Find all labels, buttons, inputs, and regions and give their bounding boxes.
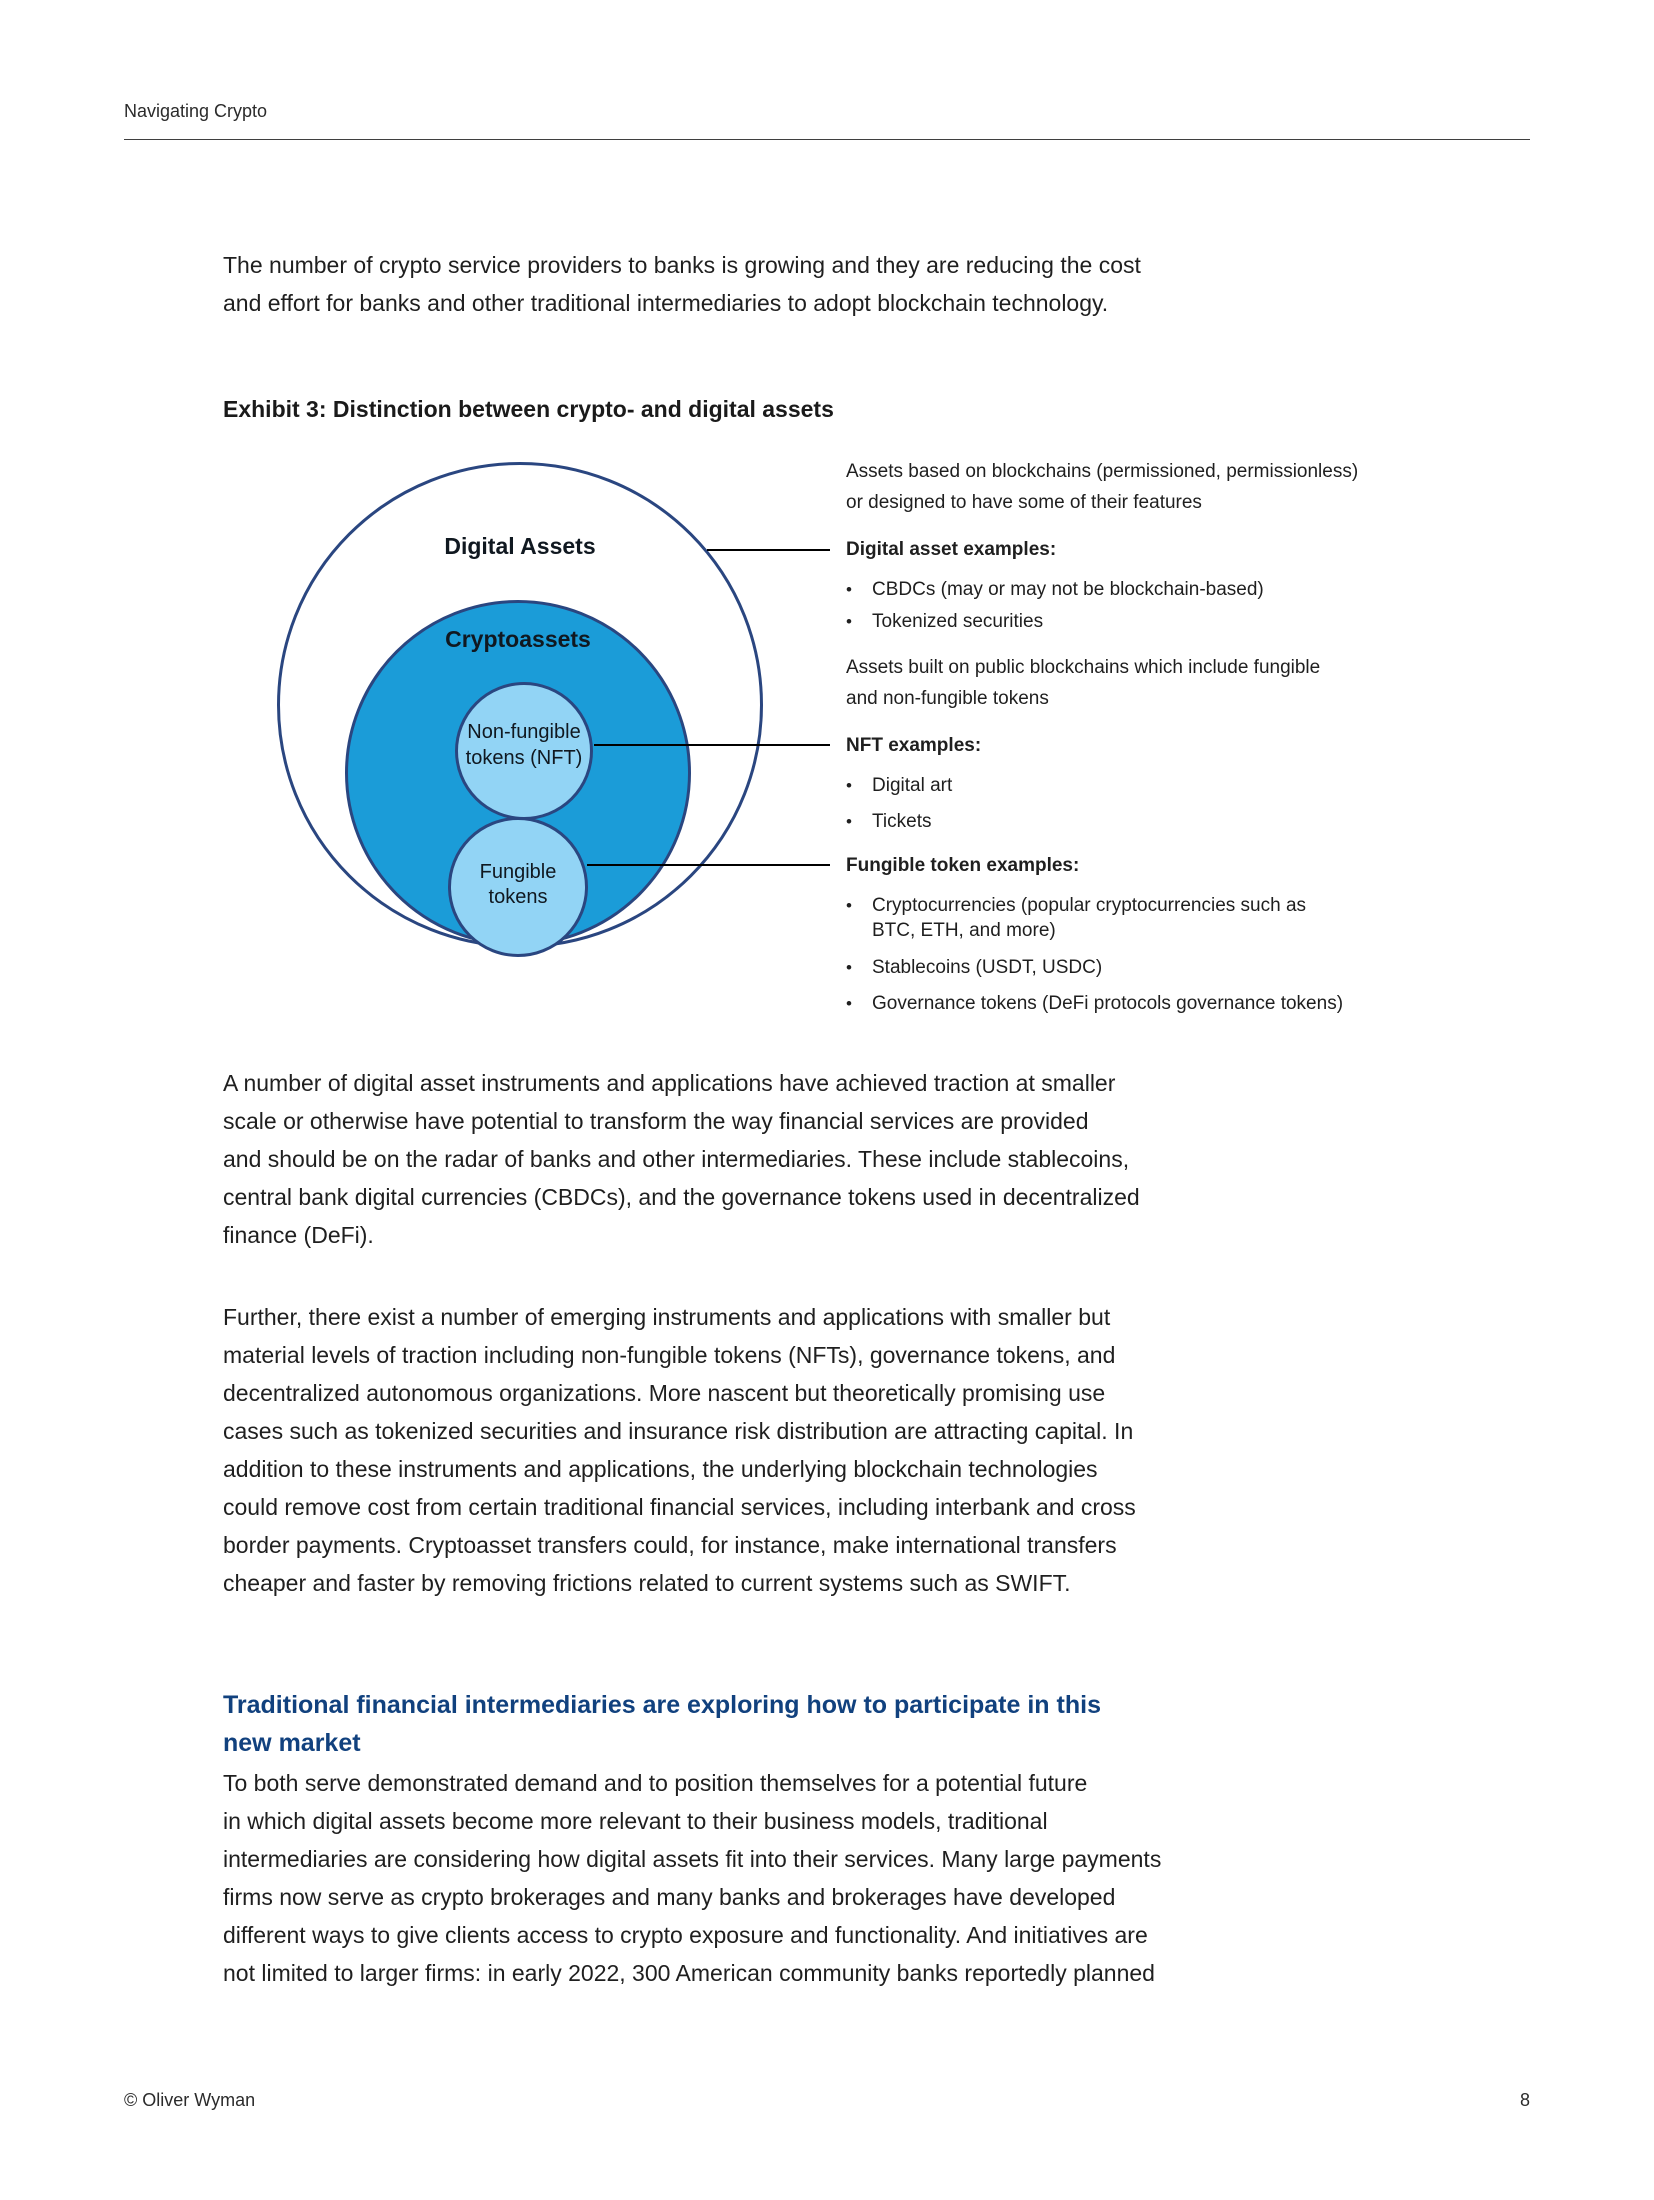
footer-page-number: 8 [1519, 2090, 1530, 2110]
annotation-bullet-cryptocurrencies [846, 890, 1306, 943]
nft-label-line: Non-fungible [467, 721, 581, 743]
fungible-label-line: tokens [488, 886, 548, 908]
annotation-nft-examples-heading: NFT examples: [846, 735, 982, 756]
bullet-text: BTC, ETH, and more) [872, 920, 1056, 941]
section-heading-line: new market [223, 1729, 361, 1757]
annotation-bullet-cbdcs [846, 574, 1264, 605]
paragraph-line: decentralized autonomous organizations. More nascent but theoretically promising use [223, 1380, 1106, 1406]
bullet-text: • Digital art [872, 775, 953, 796]
body-paragraph [223, 1064, 1140, 1254]
venn-diagram-exhibit [0, 440, 1654, 1020]
annotation-line: and non-fungible tokens [846, 688, 1049, 709]
annotation-bullet-governance-tokens [846, 988, 1343, 1019]
annotation-line: or designed to have some of their features [846, 492, 1202, 513]
paragraph-line: addition to these instruments and applications, the underlying blockchain technologies [223, 1456, 1098, 1482]
body-paragraph [223, 1298, 1136, 1602]
paragraph-line: The number of crypto service providers to banks is growing and they are reducing the cost [223, 252, 1141, 278]
paragraph-line: cheaper and faster by removing frictions related to current systems such as SWIFT. [223, 1570, 1071, 1596]
paragraph-line: scale or otherwise have potential to transform the way financial services are provided [223, 1108, 1089, 1134]
annotation-line: Assets based on blockchains (permissioned, permissionless) [846, 461, 1359, 482]
fungible-label-line: Fungible [479, 861, 557, 883]
bullet-text: • CBDCs (may or may not be blockchain-based) [872, 579, 1264, 600]
paragraph-line: A number of digital asset instruments and applications have achieved traction at smaller [223, 1070, 1116, 1096]
annotation-digital-examples-heading: Digital asset examples: [846, 539, 1057, 560]
annotation-bullet-stablecoins [846, 952, 1102, 983]
paragraph-line: not limited to larger firms: in early 2022, 300 American community banks reportedly planned [223, 1960, 1155, 1986]
header-running-title: Navigating Crypto [124, 101, 268, 121]
paragraph-line: border payments. Cryptoasset transfers could, for instance, make international transfers [223, 1532, 1117, 1558]
paragraph-line: material levels of traction including non-fungible tokens (NFTs), governance tokens, and [223, 1342, 1116, 1368]
paragraph-line: could remove cost from certain traditional financial services, including interbank and cross [223, 1494, 1136, 1520]
intro-paragraph [223, 246, 1141, 322]
bullet-text: • Tickets [872, 811, 932, 832]
exhibit-title: Exhibit 3: Distinction between crypto- and digital assets [223, 396, 834, 422]
paragraph-line: cases such as tokenized securities and insurance risk distribution are attracting capital. In [223, 1418, 1134, 1444]
paragraph-line: Further, there exist a number of emerging instruments and applications with smaller but [223, 1304, 1111, 1330]
footer-copyright: © Oliver Wyman [124, 2090, 256, 2110]
fungible-tokens-label [448, 860, 588, 910]
annotation-line: Assets built on public blockchains which include fungible [846, 657, 1321, 678]
nft-label [455, 719, 593, 771]
header-rule [124, 139, 1530, 140]
paragraph-line: firms now serve as crypto brokerages and many banks and brokerages have developed [223, 1884, 1116, 1910]
annotation-bullet-digital-art [846, 770, 952, 801]
cryptoassets-label: Cryptoassets [445, 626, 591, 652]
paragraph-line: in which digital assets become more relevant to their business models, traditional [223, 1808, 1048, 1834]
digital-assets-label: Digital Assets [444, 533, 596, 559]
annotation-fungible-examples-heading: Fungible token examples: [846, 855, 1080, 876]
annotation-bullet-tickets [846, 806, 931, 837]
paragraph-line: central bank digital currencies (CBDCs), and the governance tokens used in decentralized [223, 1184, 1140, 1210]
connector-line-nft [594, 744, 830, 746]
connector-line-fungible [587, 864, 830, 866]
body-paragraph [223, 1764, 1161, 1992]
nft-label-line: tokens (NFT) [465, 747, 583, 769]
section-heading-line: Traditional financial intermediaries are exploring how to participate in this [223, 1691, 1101, 1719]
bullet-text: • Tokenized securities [872, 611, 1044, 632]
paragraph-line: and effort for banks and other traditional intermediaries to adopt blockchain technology. [223, 290, 1109, 316]
paragraph-line: and should be on the radar of banks and other intermediaries. These include stablecoins, [223, 1146, 1130, 1172]
paragraph-line: intermediaries are considering how digital assets fit into their services. Many large payments [223, 1846, 1162, 1872]
paragraph-line: finance (DeFi). [223, 1222, 374, 1248]
section-heading [223, 1686, 1101, 1762]
paragraph-line: different ways to give clients access to crypto exposure and functionality. And initiatives are [223, 1922, 1148, 1948]
annotation-digital-assets-description [846, 456, 1358, 518]
annotation-cryptoassets-description [846, 652, 1320, 714]
connector-line-digital-assets [707, 549, 830, 551]
bullet-text: • Stablecoins (USDT, USDC) [872, 957, 1103, 978]
bullet-text: • Governance tokens (DeFi protocols governance tokens) [872, 993, 1344, 1014]
paragraph-line: To both serve demonstrated demand and to position themselves for a potential future [223, 1770, 1088, 1796]
bullet-text: • Cryptocurrencies (popular cryptocurrencies such as [872, 895, 1307, 916]
annotation-bullet-tokenized-securities [846, 606, 1043, 637]
